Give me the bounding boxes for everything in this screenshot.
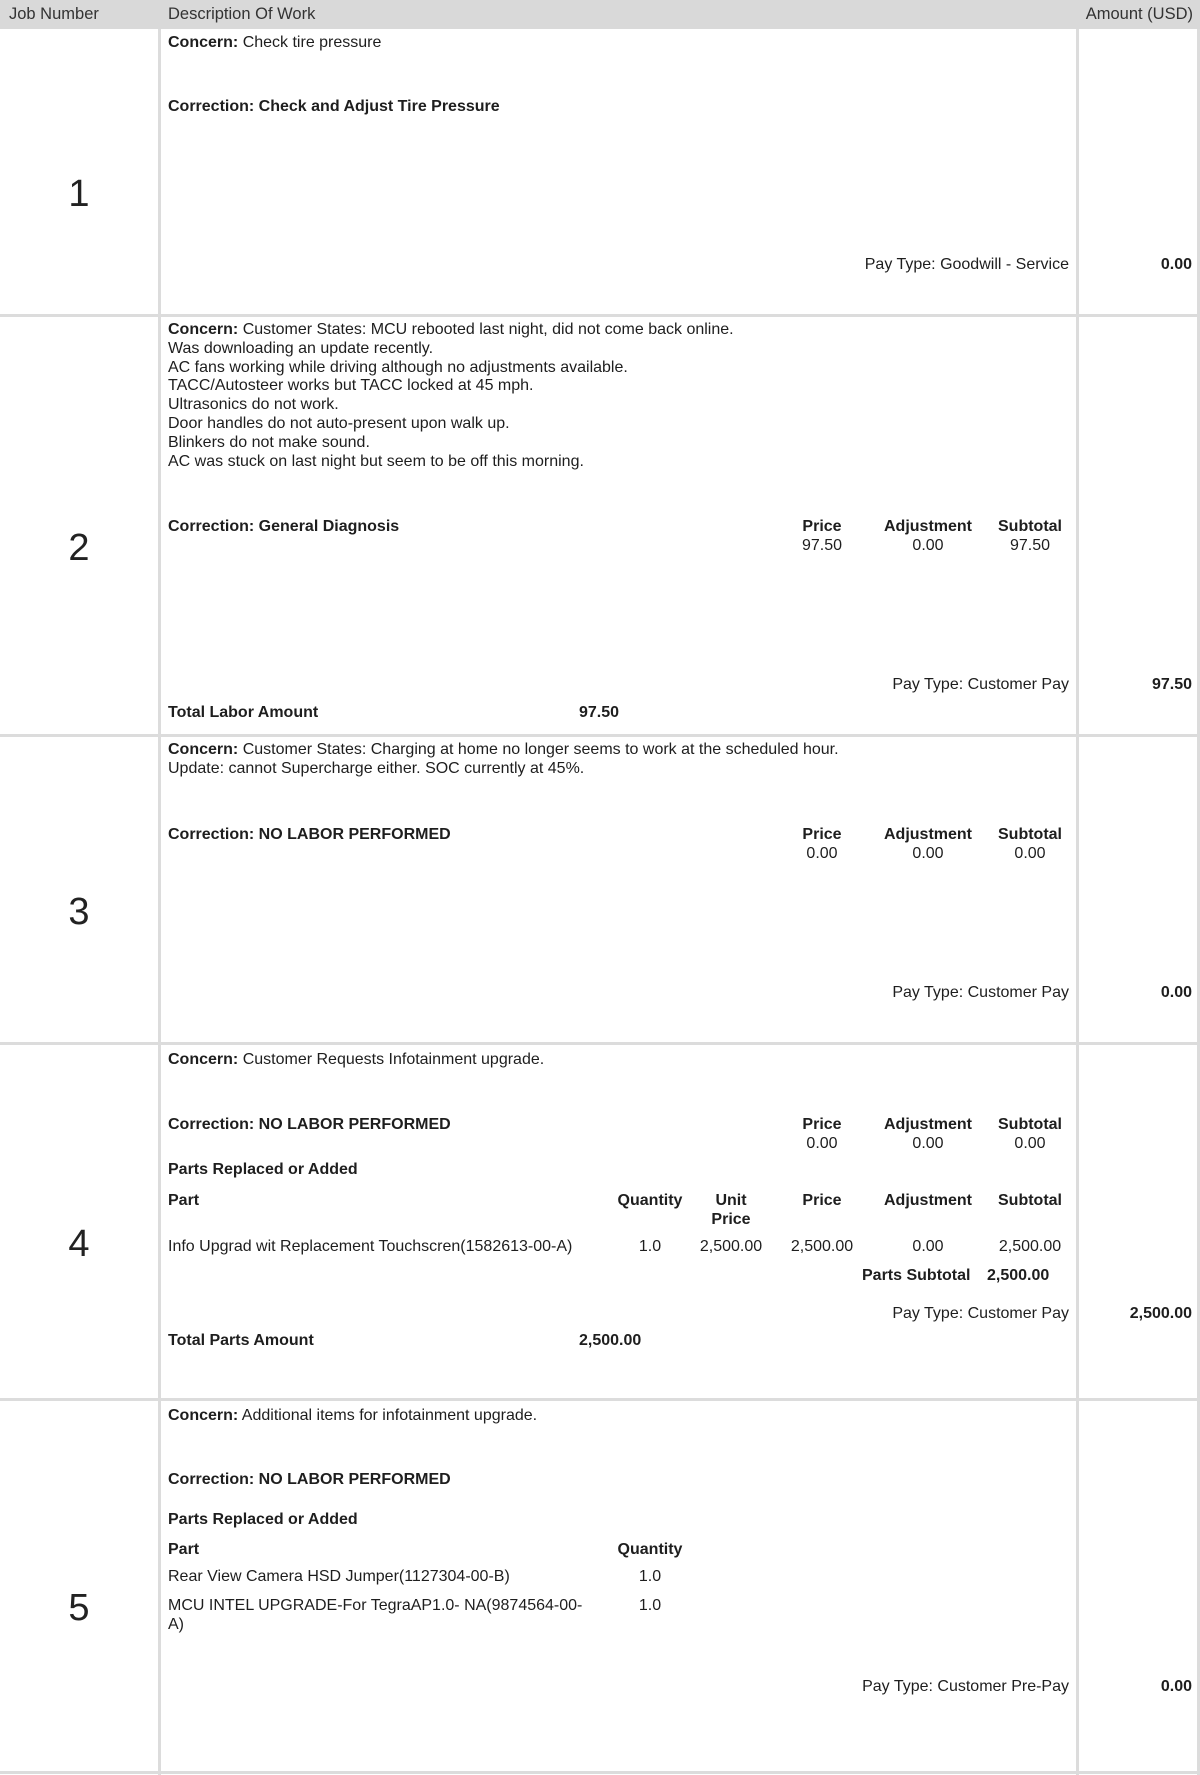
correction: Correction: Check and Adjust Tire Pressure	[168, 98, 500, 115]
part-name: Rear View Camera HSD Jumper(1127304-00-B)	[168, 1568, 510, 1585]
part-unit-price: 2,500.00	[699, 1238, 763, 1255]
part-header: Part	[168, 1541, 200, 1558]
header-description: Description Of Work	[168, 5, 316, 23]
concern	[168, 321, 734, 471]
row-divider	[0, 1398, 1200, 1401]
pay-type-value: Goodwill - Service	[940, 256, 1069, 273]
parts-subtotal-label: Parts Subtotal	[862, 1267, 971, 1284]
price-header: Price	[802, 518, 842, 535]
concern-line: TACC/Autosteer works but TACC locked at 45 mph.	[168, 377, 534, 395]
table-header	[0, 0, 1200, 29]
unit-price-header-line2: Price	[711, 1211, 751, 1228]
concern-line: Blinkers do not make sound.	[168, 433, 370, 451]
concern-line: Door handles do not auto-present upon walk up.	[168, 414, 510, 432]
part-header: Part	[168, 1192, 200, 1209]
header-job-number: Job Number	[9, 5, 99, 23]
job-amount: 2,500.00	[1129, 1305, 1192, 1322]
subtotal-header: Subtotal	[998, 1116, 1062, 1133]
adjustment-value: 0.00	[912, 537, 944, 554]
adjustment-header: Adjustment	[884, 1116, 972, 1133]
pay-type	[892, 983, 1069, 1002]
subtotal-value: 0.00	[1014, 1135, 1046, 1152]
unit-price-header-line1: Unit	[715, 1192, 747, 1209]
row-divider	[0, 734, 1200, 737]
total-parts-value: 2,500.00	[579, 1332, 642, 1349]
adjustment-value: 0.00	[912, 845, 944, 862]
subtotal-header: Subtotal	[998, 826, 1062, 843]
concern-label: Concern:	[168, 1407, 239, 1424]
total-parts-label: Total Parts Amount	[168, 1332, 314, 1349]
pay-type	[892, 1304, 1069, 1323]
pay-type-label: Pay Type:	[864, 256, 936, 273]
column-divider-right	[1076, 29, 1079, 1775]
part-quantity: 1.0	[638, 1597, 662, 1614]
quantity-header: Quantity	[617, 1192, 683, 1209]
concern	[168, 33, 381, 52]
part-name-line: MCU INTEL UPGRADE-For TegraAP1.0- NA(9874564-00-	[168, 1597, 583, 1614]
job-number: 1	[68, 173, 90, 215]
header-amount: Amount (USD)	[1085, 5, 1193, 23]
price-value: 97.50	[801, 537, 843, 554]
subtotal-value: 97.50	[1009, 537, 1051, 554]
price-header: Price	[802, 1116, 842, 1133]
concern-text: Additional items for infotainment upgrade.	[241, 1407, 538, 1424]
price-header: Price	[802, 826, 842, 843]
concern-text: Check tire pressure	[242, 34, 382, 51]
concern-label: Concern:	[168, 741, 239, 758]
job-number: 3	[68, 891, 90, 933]
pay-type-value: Customer Pay	[967, 1305, 1069, 1322]
total-labor-label: Total Labor Amount	[168, 704, 319, 721]
price-header: Price	[802, 1192, 842, 1209]
pay-type-label: Pay Type:	[862, 1678, 933, 1695]
part-price: 2,500.00	[790, 1238, 854, 1255]
price-value: 0.00	[806, 845, 838, 862]
column-divider-left	[158, 29, 161, 1775]
pay-type	[862, 1677, 1069, 1696]
concern-line: AC fans working while driving although no adjustments available.	[168, 358, 628, 376]
job-amount: 0.00	[1160, 1678, 1192, 1695]
job-amount: 97.50	[1151, 676, 1192, 693]
concern-line: Customer States: MCU rebooted last night, did not come back online.	[242, 321, 734, 338]
parts-section-title: Parts Replaced or Added	[168, 1511, 358, 1528]
pay-type-label: Pay Type:	[892, 984, 964, 1001]
part-quantity: 1.0	[638, 1568, 662, 1585]
adjustment-value: 0.00	[912, 1135, 944, 1152]
part-quantity: 1.0	[638, 1238, 662, 1255]
correction: Correction: General Diagnosis	[168, 518, 400, 535]
correction: Correction: NO LABOR PERFORMED	[168, 1471, 451, 1488]
row-divider	[0, 314, 1200, 317]
adjustment-header: Adjustment	[884, 826, 972, 843]
concern-label: Concern:	[168, 321, 239, 338]
subtotal-header: Subtotal	[998, 518, 1062, 535]
subtotal-value: 0.00	[1014, 845, 1046, 862]
adjustment-header: Adjustment	[884, 1192, 972, 1209]
part-adjustment: 0.00	[912, 1238, 944, 1255]
pay-type-value: Customer Pre-Pay	[937, 1678, 1069, 1695]
price-value: 0.00	[806, 1135, 838, 1152]
concern-line: Customer States: Charging at home no longer seems to work at the scheduled hour.	[242, 741, 839, 758]
job-amount: 0.00	[1160, 984, 1192, 1001]
subtotal-header: Subtotal	[998, 1192, 1062, 1209]
part-name: Info Upgrad wit Replacement Touchscren(1582613-00-A)	[168, 1238, 573, 1255]
pay-type	[892, 675, 1069, 694]
row-divider	[0, 1771, 1200, 1774]
part-name-line: A)	[168, 1616, 184, 1633]
job-amount: 0.00	[1160, 256, 1192, 273]
correction: Correction: NO LABOR PERFORMED	[168, 1116, 451, 1133]
pay-type-label: Pay Type:	[892, 676, 964, 693]
pay-type-label: Pay Type:	[892, 1305, 964, 1322]
parts-section-title: Parts Replaced or Added	[168, 1161, 358, 1178]
concern-label: Concern:	[168, 1051, 239, 1068]
pay-type	[865, 255, 1069, 274]
job-number: 4	[68, 1223, 90, 1265]
concern-line: Was downloading an update recently.	[168, 339, 434, 357]
concern-line: AC was stuck on last night but seem to be off this morning.	[168, 452, 584, 470]
concern-label: Concern:	[168, 34, 239, 51]
row-divider	[0, 1042, 1200, 1045]
job-number: 2	[68, 527, 90, 569]
adjustment-header: Adjustment	[884, 518, 972, 535]
correction: Correction: NO LABOR PERFORMED	[168, 826, 451, 843]
concern-text: Customer Requests Infotainment upgrade.	[242, 1051, 545, 1068]
pay-type-value: Customer Pay	[967, 676, 1069, 693]
parts-subtotal-value: 2,500.00	[987, 1267, 1050, 1284]
concern	[168, 1050, 544, 1069]
concern	[168, 741, 839, 779]
part-subtotal: 2,500.00	[998, 1238, 1062, 1255]
pay-type-value: Customer Pay	[967, 984, 1069, 1001]
concern	[168, 1406, 537, 1425]
job-number: 5	[68, 1587, 90, 1629]
total-labor-value: 97.50	[579, 704, 620, 721]
concern-line: Ultrasonics do not work.	[168, 396, 339, 414]
concern-line: Update: cannot Supercharge either. SOC currently at 45%.	[168, 759, 585, 777]
quantity-header: Quantity	[617, 1541, 683, 1558]
